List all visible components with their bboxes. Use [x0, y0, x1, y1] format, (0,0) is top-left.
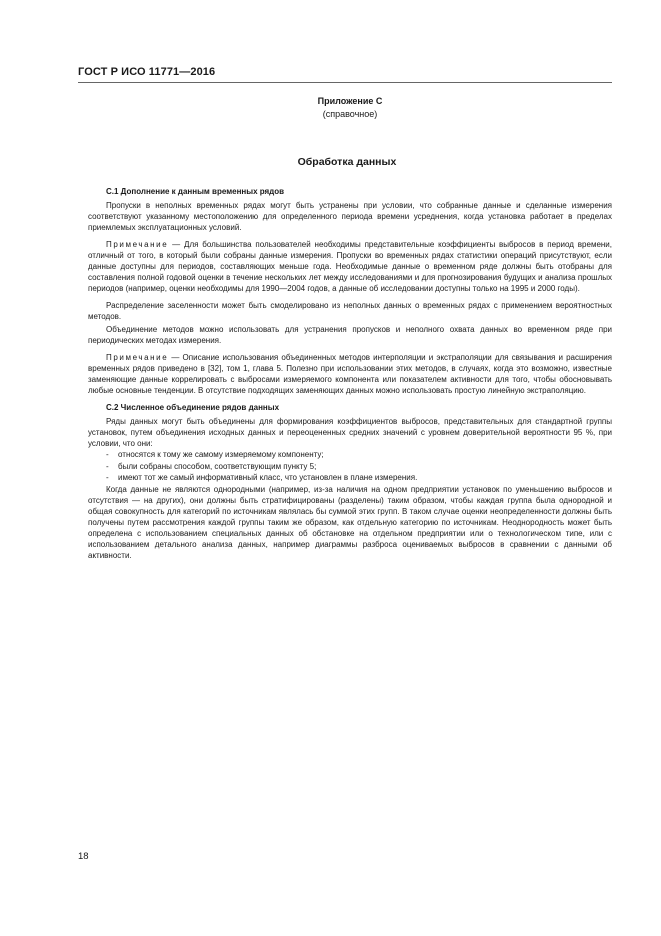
- note-text: — Описание использования объединенных методов интерполяции и экстраполяции для связывания и расширения временных рядов приведено в [32], том 1, глава 5. Полезно при использовании этих методов, в случаях, когда это возможно, известные заменяющие данные коррелировать с выбросами измеряемого компонента или показателем активности для того, чтобы обосновывать любые основные тенденции. В отсутствие подходящих заменяющих данных можно использовать простую линейную экстраполяцию.: [88, 353, 612, 395]
- paragraph: Ряды данных могут быть объединены для формирования коэффициентов выбросов, представительных для стандартной группы установок, путем объединения исходных данных и переоцененных средних значений с уровнем доверительной вероятности 95 %, при условии, что они:: [88, 417, 612, 448]
- note-paragraph: [88, 352, 612, 396]
- appendix-type: (справочное): [322, 109, 378, 119]
- paragraph: Объединение методов можно использовать для устранения пропусков и неполного охвата данных во временном ряде при периодических методах измерения.: [88, 325, 612, 345]
- list-item: - были собраны способом, соответствующим пункту 5;: [106, 461, 612, 473]
- header-divider: [78, 82, 612, 83]
- section-heading-c1: С.1 Дополнение к данным временных рядов: [106, 187, 285, 196]
- note-text: — Для большинства пользователей необходимы представительные коэффициенты выбросов в период времени, отличный от того, в который были собраны данные измерения. Пропуски во временных рядах статистики операций присутствуют, если данные доступны для периодов, составляющих меньше года. Необходимые данные о временном ряде должны быть отобраны для составления полной годовой оценки в течение нескольких лет между исследованиями и для прогнозирования будущих и анализа прошлых периодов (например, оценки необходимы для 1990—2004 годов, а данные об исследовании доступны только на 1995 и 2000 годы).: [88, 240, 612, 293]
- list-item: - относятся к тому же самому измеряемому компоненту;: [106, 449, 612, 461]
- document-body: [88, 186, 612, 561]
- standard-code: ГОСТ Р ИСО 11771—2016: [78, 66, 216, 78]
- page-title: Обработка данных: [297, 156, 397, 168]
- note-label: Примечание: [106, 240, 169, 249]
- conditions-list: [106, 449, 612, 484]
- note-label: Примечание: [106, 353, 169, 362]
- list-item: - имеют тот же самый информативный класс, что установлен в плане измерения.: [106, 472, 612, 484]
- page-number: 18: [78, 851, 89, 862]
- section-heading-c2: С.2 Численное объединение рядов данных: [106, 403, 280, 412]
- paragraph: Распределение заселенности может быть смоделировано из неполных данных о временных рядах с применением вероятностных методов.: [88, 301, 612, 321]
- paragraph: Пропуски в неполных временных рядах могут быть устранены при условии, что собранные данные и сделанные измерения соответствуют указанному местоположению для определенного периода времени усреднения, когда установка работает в пределах приемлемых эксплуатационных условий.: [88, 201, 612, 232]
- appendix-label: Приложение С: [317, 96, 383, 106]
- note-paragraph: [88, 239, 612, 294]
- paragraph: Когда данные не являются однородными (например, из-за наличия на одном предприятии установок по уменьшению выбросов и отсутствия — на других), они должны быть стратифицированы (разделены) таким образом, чтобы каждая группа была однородной и общая совокупность для категорий по источникам являлась бы суммой этих групп. В таком случае оценки неопределенности должны быть получены путем рассмотрения каждой группы таким же образом, как отдельную категорию по источникам. Неоднородность может быть определена с использованием специальных данных об обстановке на отдельном предприятии или о технологическом типе, или с использованием детального анализа данных, например диаграммы разброса оцениваемых выбросов в сравнении с данными об активности.: [88, 484, 612, 560]
